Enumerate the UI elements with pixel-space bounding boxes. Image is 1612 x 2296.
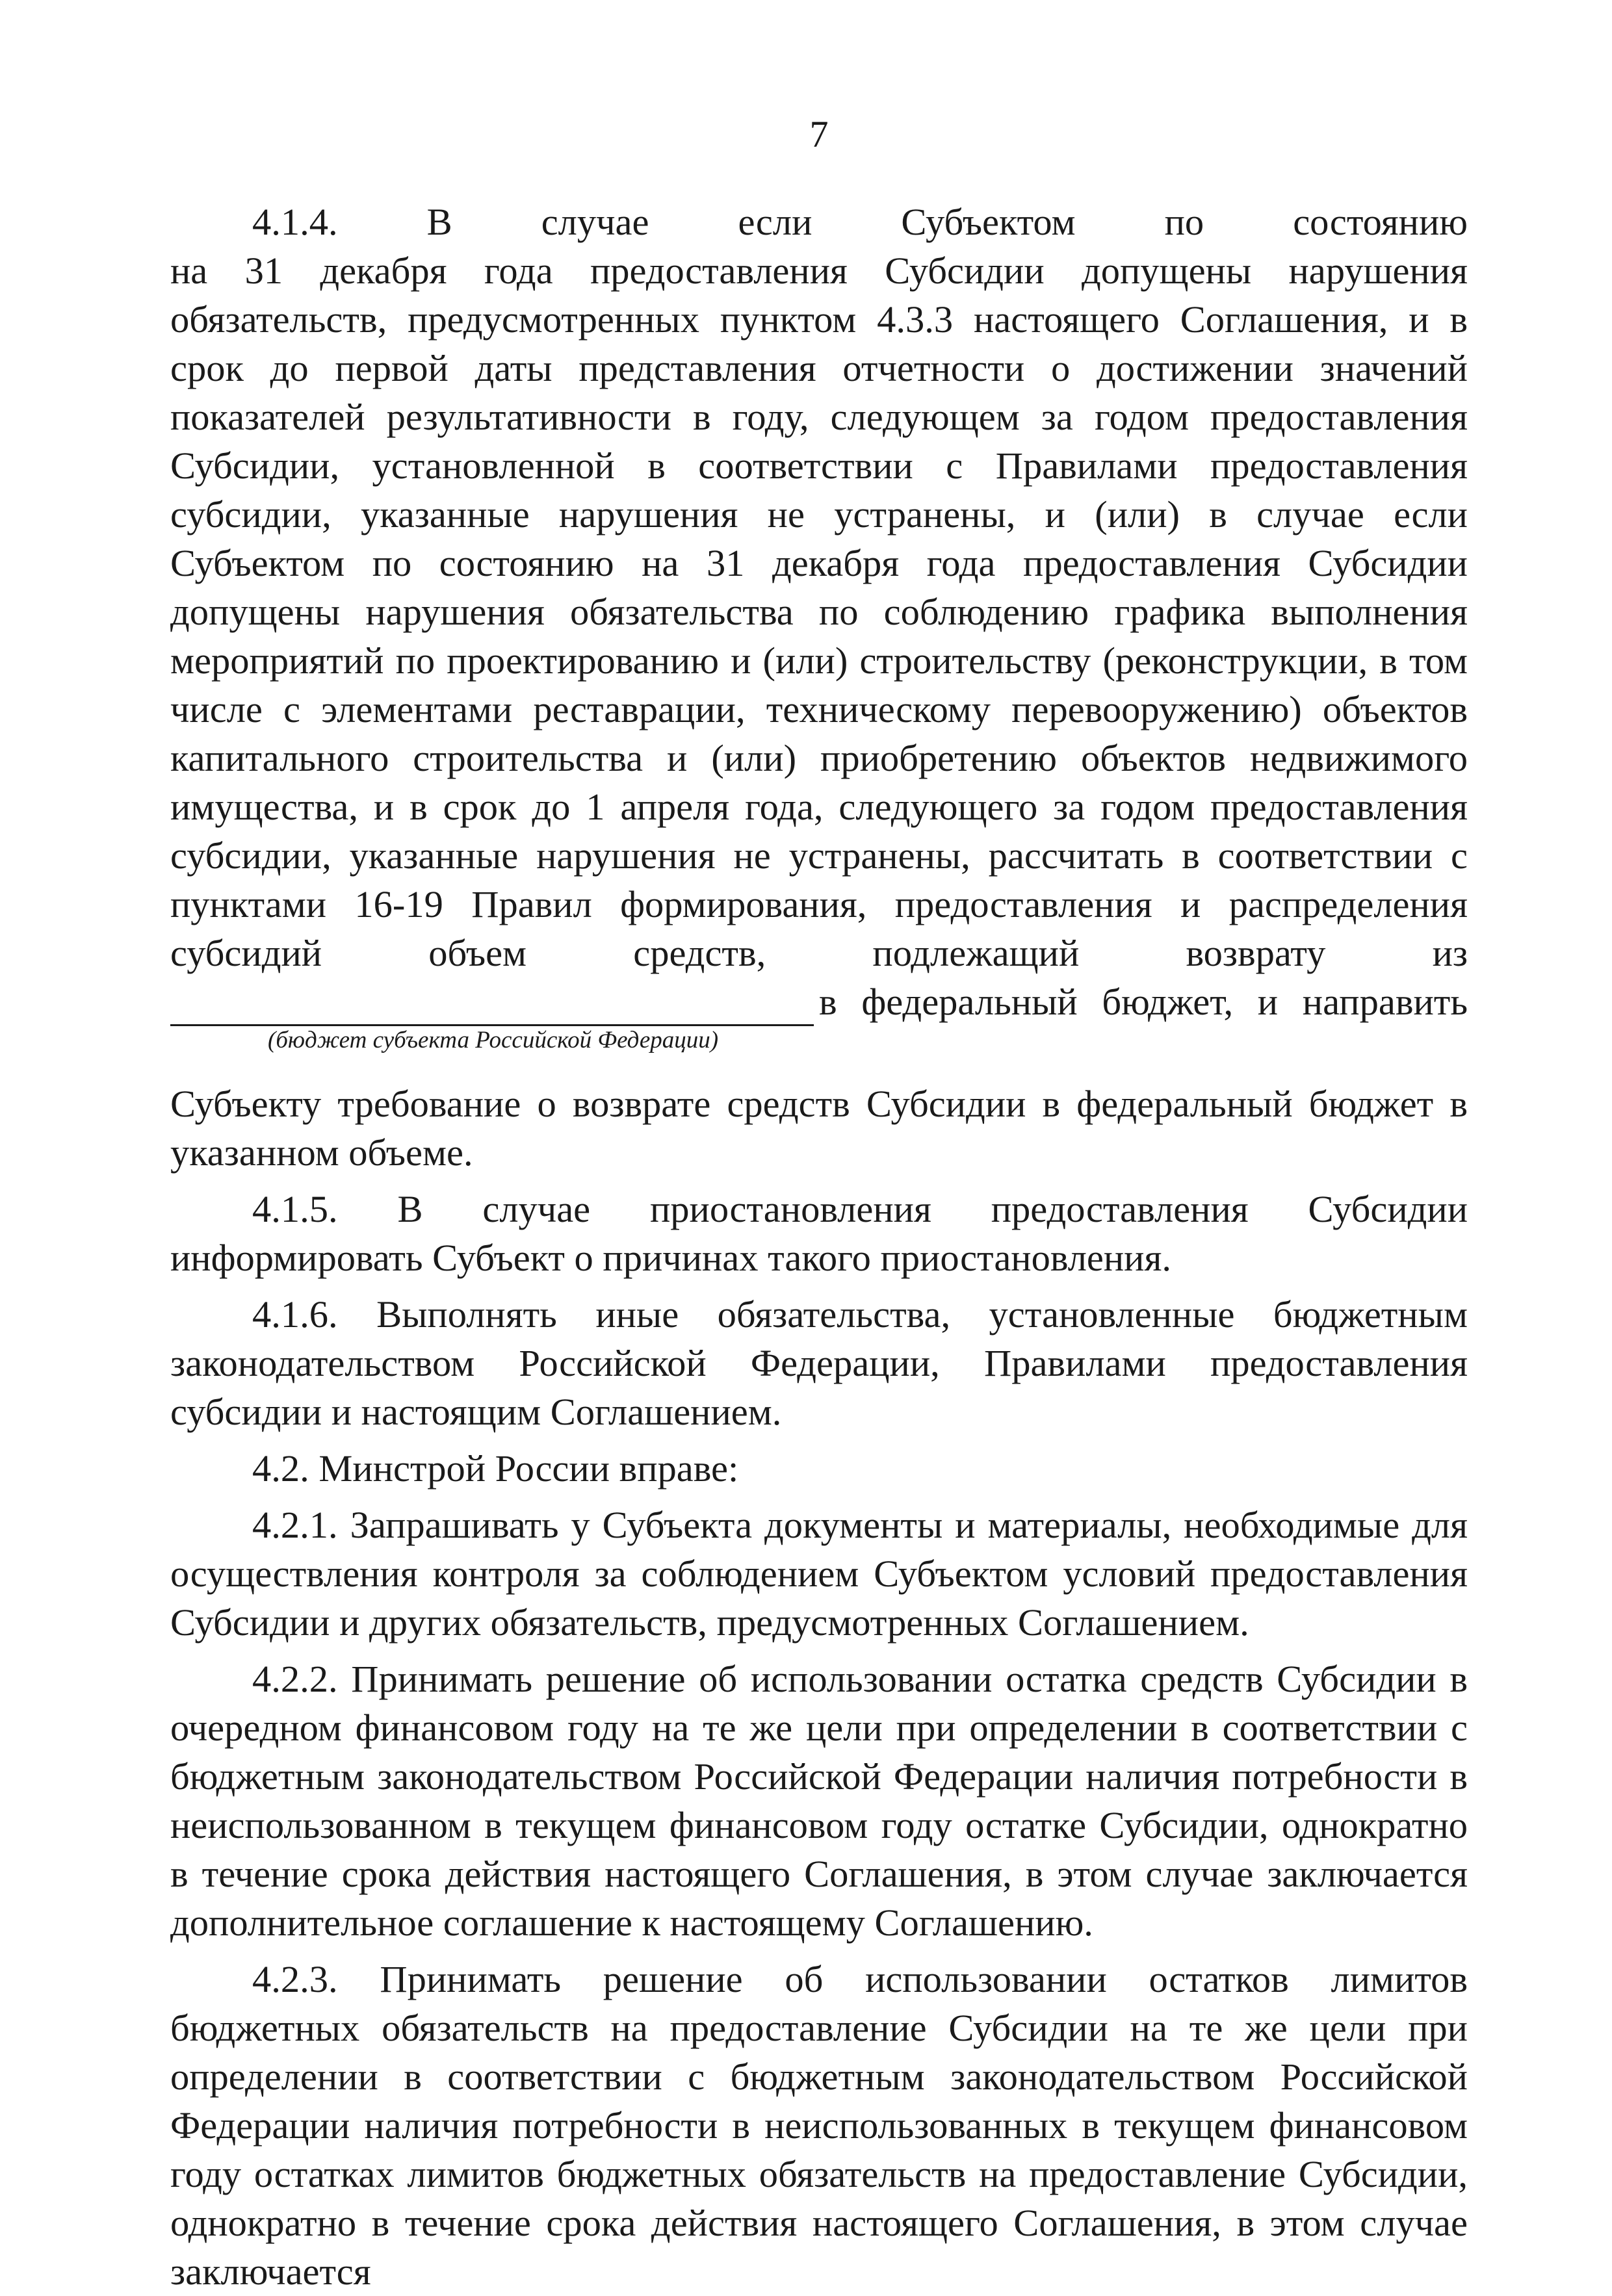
- paragraph-4-2-2: 4.2.2. Принимать решение об использовании остатка средств Субсидии в очередном финансовом году на те же цели при определении в соответствии с бюджетным законодательством Российской Федерации наличия потребности в неиспользованном в текущем финансовом году остатке Субсидии, однократно в течение срока действия настоящего Соглашения, в этом случае заключается дополнительное соглашение к настоящему Соглашению.: [170, 1658, 1468, 1944]
- paragraph-4-2-3: 4.2.3. Принимать решение об использовании остатков лимитов бюджетных обязательств на предоставление Субсидии на те же цели при определении в соответствии с бюджетным законодательством Российской Федерации наличия потребности в неиспользованных в текущем финансовом году остатках лимитов бюджетных обязательств на предоставление Субсидии, однократно в течение срока действия настоящего Соглашения, в этом случае заключается: [170, 1958, 1468, 2293]
- page-number: 7: [809, 113, 829, 155]
- paragraph-4-1-4-body: на 31 декабря года предоставления Субсидии допущены нарушения обязательств, предусмотренных пунктом 4.3.3 настоящего Соглашения, и в срок до первой даты представления отчетности о достижении значений показателей результативности в году, следующем за годом предоставления Субсидии, установленной в соответствии с Правилами предоставления субсидии, указанные нарушения не устранены, и (или) в случае если Субъектом по состоянию на 31 декабря года предоставления Субсидии допущены нарушения обязательства по соблюдению графика выполнения мероприятий по проектированию и (или) строительству (реконструкции, в том числе с элементами реставрации, техническому перевооружению) объектов капитального строительства и (или) приобретению объектов недвижимого имущества, и в срок до 1 апреля года, следующего за годом предоставления субсидии, указанные нарушения не устранены, рассчитать в соответствии с пунктами 16-19 Правил формирования, предоставления и распределения субсидий объем средств, подлежащий возврату из: [170, 250, 1468, 974]
- blank-fill-caption: (бюджет субъекта Российской Федерации): [268, 1027, 719, 1053]
- blank-fill-row: [170, 977, 1468, 1026]
- blank-fill-tail-text: в федеральный бюджет, и направить: [819, 981, 1468, 1023]
- paragraph-4-2-1: 4.2.1. Запрашивать у Субъекта документы и материалы, необходимые для осуществления контроля за соблюдением Субъектом условий предоставления Субсидии и других обязательств, предусмотренных Соглашением.: [170, 1504, 1468, 1644]
- paragraph-4-1-4-lead: 4.1.4. В случае если Субъектом по состоянию: [252, 201, 1468, 243]
- paragraph-4-2: 4.2. Минстрой России вправе:: [252, 1447, 739, 1490]
- blank-fill-line: [170, 987, 814, 1026]
- paragraph-4-1-6: 4.1.6. Выполнять иные обязательства, установленные бюджетным законодательством Российской Федерации, Правилами предоставления субсидии и настоящим Соглашением.: [170, 1293, 1468, 1433]
- paragraph-4-1-5: 4.1.5. В случае приостановления предоставления Субсидии информировать Субъект о причинах такого приостановления.: [170, 1188, 1468, 1279]
- document-body: [170, 198, 1468, 2296]
- paragraph-4-1-4-end: Субъекту требование о возврате средств Субсидии в федеральный бюджет в указанном объеме.: [170, 1083, 1468, 1174]
